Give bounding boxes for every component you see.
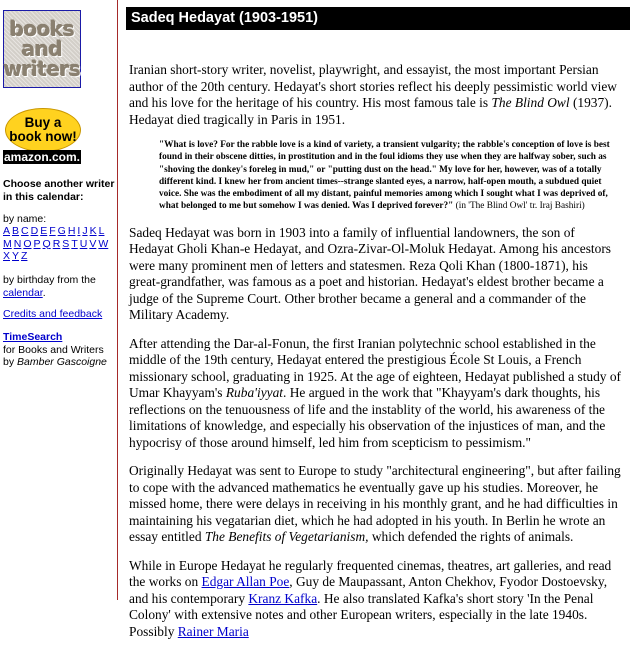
timesearch-author: Bamber Gascoigne (17, 356, 107, 368)
title-bar (126, 7, 630, 30)
letter-link-n[interactable]: N (13, 237, 22, 250)
letter-link-m[interactable]: M (3, 237, 12, 250)
article-body (129, 62, 622, 652)
intro-paragraph (129, 62, 622, 128)
letter-link-q[interactable]: Q (42, 237, 51, 250)
amazon-brand: amazon.com. (3, 150, 81, 164)
influences-paragraph (129, 558, 622, 641)
letter-link-e[interactable]: E (40, 225, 48, 237)
education-paragraph (129, 336, 622, 452)
logo-word-3: writers (3, 57, 81, 81)
book-title-blind-owl: The Blind Owl (491, 95, 570, 110)
letter-link-h[interactable]: H (67, 225, 76, 237)
birthday-suffix: . (42, 286, 46, 299)
letter-link-b[interactable]: B (12, 225, 20, 237)
europe-text-1: Originally Hedayat was sent to Europe to study "architectural engineering", but after failing to cope with the advanced mathematics he eventually gave up his studies. Moreover, he missed home, there were delays in receiving in his monthly grant, and he had difficulties in maintaining his vegatarian diet, which he had adopted in his youth. In Berlin he wrote an essay entitled (129, 463, 621, 545)
book-title-vegetarianism: The Benefits of Vegetarianism, (204, 529, 369, 545)
page-title: Sadeq Hedayat (1903-1951) (131, 10, 318, 26)
timesearch-by: by (3, 356, 15, 368)
credits-block (3, 308, 115, 321)
letter-link-g[interactable]: G (57, 225, 66, 237)
credits-feedback-link[interactable]: Credits and feedback (3, 308, 103, 320)
calendar-link[interactable]: calendar (3, 286, 43, 299)
letter-link-i[interactable]: I (77, 225, 81, 237)
letter-link-x[interactable]: X (3, 250, 11, 262)
influences-text-1: While in Europe Hedayat he regularly frequented cinemas, theatres, art galleries, and read the works on (129, 557, 612, 590)
timesearch-block (3, 331, 115, 369)
sidebar-divider (117, 0, 118, 600)
timesearch-link[interactable]: TimeSearch (3, 331, 63, 343)
timesearch-subtitle: for Books and Writers (3, 343, 104, 356)
letter-link-y[interactable]: Y (12, 250, 20, 262)
choose-writer-heading: Choose another writer in this calendar: (3, 178, 115, 203)
quote-source: (in 'The Blind Owl' tr. Iraj Bashiri) (453, 201, 585, 212)
letter-link-z[interactable]: Z (21, 250, 28, 262)
logo-word-2: and (21, 37, 63, 61)
letter-link-r[interactable]: R (52, 237, 61, 250)
europe-text-2: which defended the rights of animals. (368, 529, 574, 545)
letter-link-o[interactable]: O (23, 237, 32, 250)
buy-badge (5, 108, 81, 152)
influences-text-3: . He also translated Kafka's short story 'In the Penal Colony' with extensive notes and other European writers, especially in the late 1940s. Possibly (129, 590, 594, 639)
letter-link-k[interactable]: K (89, 225, 97, 237)
amazon-buy-banner[interactable] (3, 108, 81, 164)
education-text-2: . He argued in the work that "Khayyam's dark thoughts, his reflections on the tenuousness of life and the instablity of the world, his awareness of the limitations of knowledge, and especially his observation of the injustices of man, and the hypocrisy of those around himself, led him from scepticism to pessimism." (129, 385, 606, 450)
quote-text: "What is love? For the rabble love is a kind of variety, a transient vulgarity; the rabble's conception of love is best found in their obscene ditties, in prostitution and in the foul idioms they use when they are halfway sober, such as "shoving the donkey's foreleg in mud," or "putting dust on the head." My love for her, however, was of a totally different kind. I knew her from ancient times--strange slanted eyes, a narrow, half-open mouth, a subdued quiet voice. She was the embodiment of all my distant, painful memories among which I sought what I was deprived of, what belonged to me but somehow I was denied. Was I deprived forever?" (159, 140, 610, 212)
letter-link-l[interactable]: L (98, 225, 105, 237)
buy-line-2: book now! (9, 129, 77, 144)
by-birthday-label: by birthday from the (3, 274, 96, 286)
book-title-rubaiyyat: Ruba'iyyat (225, 385, 284, 401)
influences-text-2: , Guy de Maupassant, Anton Chekhov, Fyodor Dostoevsky, and his contemporary (129, 574, 608, 606)
letter-link-v[interactable]: V (89, 237, 97, 250)
letter-link-d[interactable]: D (30, 225, 39, 237)
letter-link-p[interactable]: P (33, 237, 41, 250)
europe-paragraph (129, 463, 622, 546)
letter-link-a[interactable]: A (3, 225, 11, 237)
link-edgar-allan-poe[interactable]: Edgar Allan Poe (201, 574, 290, 590)
letter-link-f[interactable]: F (49, 225, 56, 237)
intro-text-2: (1937). Hedayat died tragically in Paris in 1951. (129, 95, 612, 127)
letter-link-w[interactable]: W (98, 237, 109, 250)
by-name-label: by name: (3, 213, 47, 225)
books-and-writers-logo[interactable] (3, 10, 81, 88)
logo-word-1: books (9, 17, 75, 41)
family-paragraph: Sadeq Hedayat was born in 1903 into a family of influential landowners, the son of Hedayat Gholi Khan-e Hedayat, and Ozra-Zivar-Ol-Moluk Hedayat. Among his ancestors were many prominent men of letters and statesmen. Reza Qoli Khan (1800-1871), his great-grandfather, was famous as a poet and historian. Hedayat's eldest brother became a judge of the Supreme Court. Other brother became a general and a commander of the Military Academy. (129, 224, 612, 323)
link-kranz-kafka[interactable]: Kranz Kafka (248, 590, 318, 606)
link-rainer-maria[interactable]: Rainer Maria (177, 623, 249, 639)
buy-line-1: Buy a (24, 115, 62, 130)
letter-link-j[interactable]: J (82, 225, 88, 237)
education-text-1: After attending the Dar-al-Fonun, the first Iranian polytechnic school established in the middle of the 19th century, Hedayat entered the prestigious École St Louis, a French missionary school, graduating in 1925. At the age of eighteen, Hedayat published a study of Umar Khayyam's (129, 335, 622, 401)
quote-blind-owl (159, 139, 618, 213)
by-birthday-text (3, 274, 115, 299)
letter-link-t[interactable]: T (71, 237, 78, 250)
sidebar (0, 0, 116, 600)
letter-link-c[interactable]: C (21, 225, 29, 237)
intro-text-1: Iranian short-story writer, novelist, playwright, and essayist, the most important Persian author of the 20th century. Hedayat's short stories reflect his deeply pessimistic world view and his love for the heritage of his country. His most famous tale is (129, 62, 617, 110)
letter-link-u[interactable]: U (79, 237, 88, 250)
letter-link-s[interactable]: S (62, 237, 70, 250)
alphabet-index (3, 225, 115, 263)
